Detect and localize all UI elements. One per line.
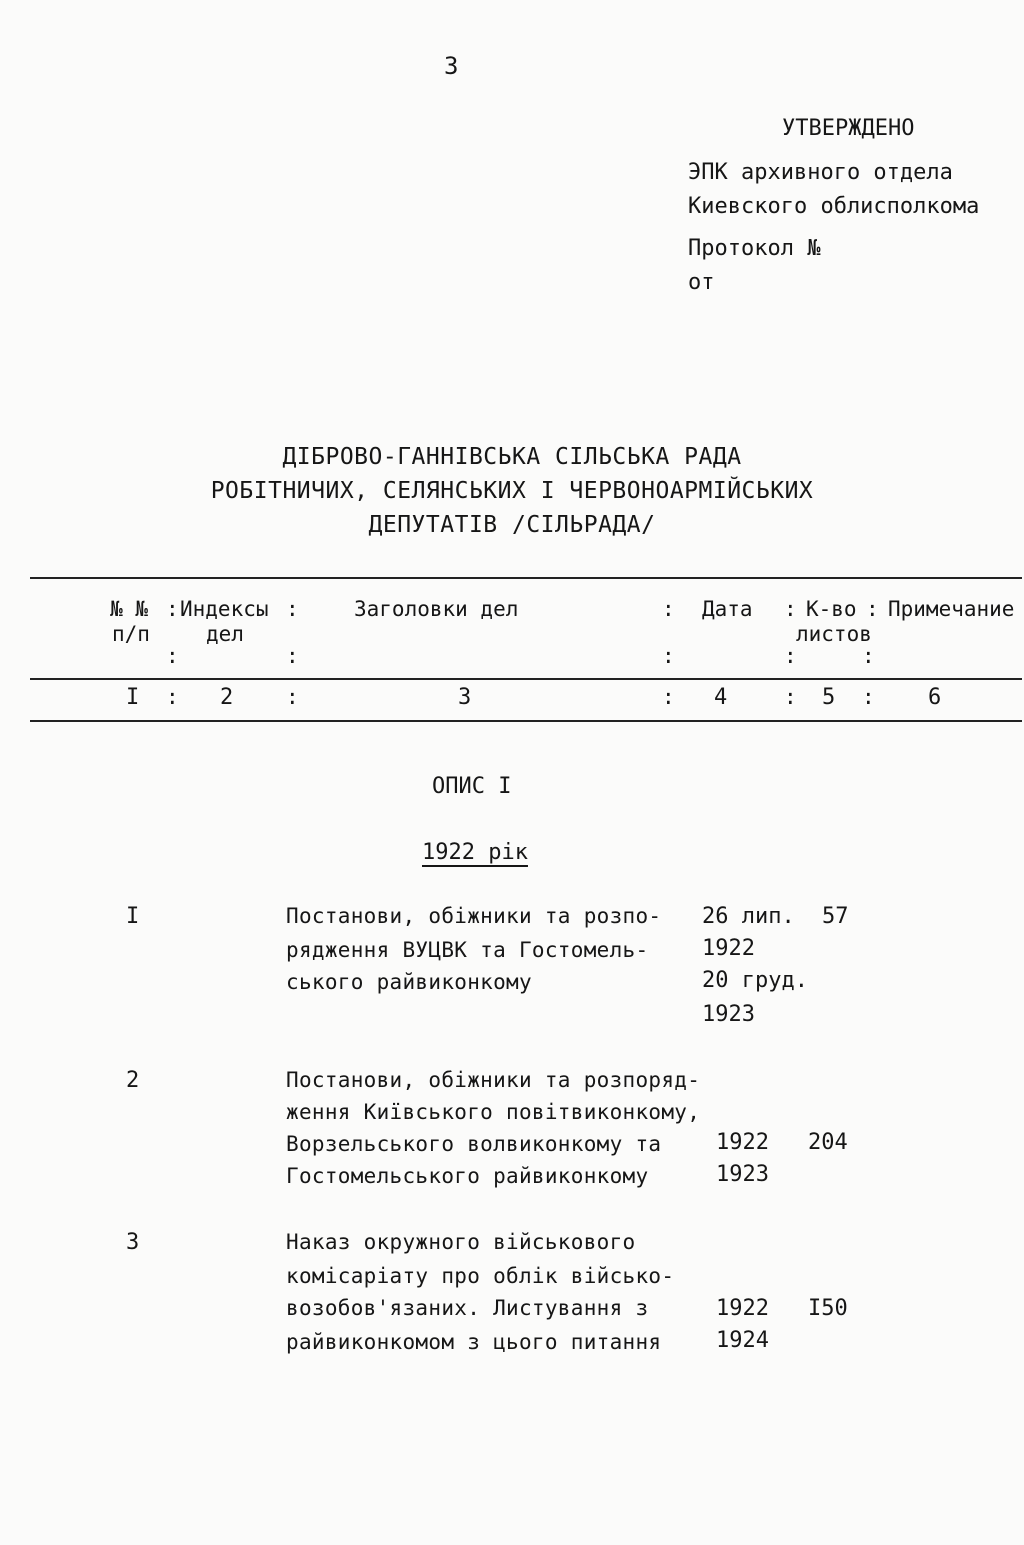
opis-title: ОПИС I <box>432 774 512 799</box>
rule-mid <box>30 678 1022 680</box>
header-separator: : <box>166 597 179 621</box>
entry-date-line: 26 лип. <box>702 904 795 929</box>
entry-date-line: 20 груд. <box>702 968 808 993</box>
title-line: ДІБРОВО-ГАННІВСЬКА СІЛЬСЬКА РАДА <box>282 444 742 470</box>
rule-bottom <box>30 720 1022 722</box>
entry-date-line: 1923 <box>702 1002 755 1027</box>
header-titles: Заголовки дел <box>354 597 519 621</box>
entry-title-line: рядження ВУЦВК та Гостомель- <box>286 938 649 962</box>
header-number-line1: № № <box>110 597 148 621</box>
rule-top <box>30 577 1022 579</box>
column-separator: : <box>166 685 179 709</box>
header-index-line2: дел <box>206 622 244 646</box>
entry-date-line: 1923 <box>716 1162 769 1187</box>
header-index-line1: Индексы <box>180 597 269 621</box>
entry-title-line: ження Київського повітвиконкому, <box>286 1100 701 1124</box>
column-separator: : <box>784 685 797 709</box>
header-separator: : <box>862 644 875 668</box>
entry-title-line: Ворзельського волвиконкому та <box>286 1132 662 1156</box>
header-date: Дата <box>702 597 753 621</box>
header-separator: : <box>662 644 675 668</box>
header-separator: : <box>784 597 797 621</box>
entry-date-line: 1924 <box>716 1328 769 1353</box>
entry-title-line: райвиконкомом з цього питання <box>286 1330 662 1354</box>
header-separator: : <box>286 597 299 621</box>
entry-sheets: 57 <box>822 904 849 929</box>
header-notes: Примечание <box>888 597 1015 621</box>
entry-date-line: 1922 <box>716 1296 769 1321</box>
entry-title-line: Гостомельського райвиконкому <box>286 1164 649 1188</box>
header-separator: : <box>784 644 797 668</box>
entry-sheets: I50 <box>808 1296 848 1321</box>
entry-title-line: ського райвиконкому <box>286 970 532 994</box>
header-sheets-line1: К-во <box>806 597 857 621</box>
entry-sheets: 204 <box>808 1130 848 1155</box>
column-number: 6 <box>928 685 942 710</box>
column-separator: : <box>862 685 875 709</box>
year-heading: 1922 рік <box>422 840 528 865</box>
column-number: I <box>126 685 140 710</box>
title-line: РОБІТНИЧИХ, СЕЛЯНСЬКИХ І ЧЕРВОНОАРМІЙСЬКИХ <box>210 478 814 504</box>
entry-date-line: 1922 <box>702 936 755 961</box>
entry-number: 3 <box>126 1230 140 1255</box>
header-separator: : <box>662 597 675 621</box>
entry-number: 2 <box>126 1068 140 1093</box>
header-separator: : <box>866 597 879 621</box>
approval-line: от <box>688 270 715 295</box>
column-number: 3 <box>458 685 472 710</box>
column-separator: : <box>286 685 299 709</box>
column-number: 5 <box>822 685 836 710</box>
header-separator: : <box>166 644 179 668</box>
entry-date-line: 1922 <box>716 1130 769 1155</box>
entry-title-line: Наказ окружного військового <box>286 1230 636 1254</box>
column-number: 4 <box>714 685 728 710</box>
entry-number: I <box>126 904 140 929</box>
header-sheets-line2: листов <box>796 622 872 646</box>
approval-line: ЭПК архивного отдела <box>688 160 953 185</box>
entry-title-line: комісаріату про облік військо- <box>286 1264 675 1288</box>
approval-heading: УТВЕРЖДЕНО <box>782 116 915 141</box>
page-number: 3 <box>444 52 459 80</box>
entry-title-line: Постанови, обіжники та розпоряд- <box>286 1068 701 1092</box>
entry-title-line: Постанови, обіжники та розпо- <box>286 904 662 928</box>
title-line: ДЕПУТАТІВ /СІЛЬРАДА/ <box>368 512 656 538</box>
column-number: 2 <box>220 685 234 710</box>
header-number-line2: п/п <box>112 622 150 646</box>
approval-line: Протокол № <box>688 236 821 261</box>
column-separator: : <box>662 685 675 709</box>
approval-line: Киевского облисполкома <box>688 194 980 219</box>
entry-title-line: возобов'язаних. Листування з <box>286 1296 649 1320</box>
header-separator: : <box>286 644 299 668</box>
